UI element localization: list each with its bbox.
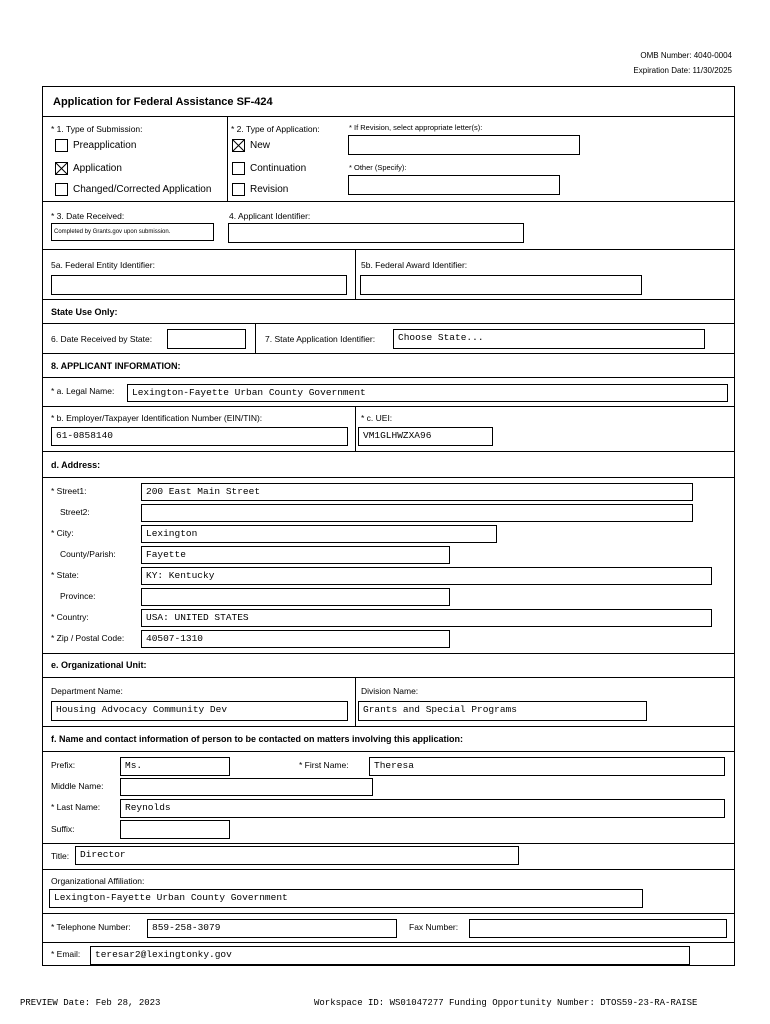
title-input[interactable]: Director bbox=[75, 846, 519, 865]
uei-label: * c. UEI: bbox=[361, 413, 393, 423]
ein-label: * b. Employer/Taxpayer Identification Number (EIN/TIN): bbox=[51, 413, 263, 423]
middle-name-label: Middle Name: bbox=[51, 781, 104, 791]
affiliation-input[interactable]: Lexington-Fayette Urban County Government bbox=[49, 889, 643, 908]
last-name-label: * Last Name: bbox=[51, 802, 101, 812]
telephone-input[interactable]: 859-258-3079 bbox=[147, 919, 397, 938]
prefix-label: Prefix: bbox=[51, 760, 76, 770]
department-label: Department Name: bbox=[51, 686, 123, 696]
federal-award-input[interactable] bbox=[360, 275, 642, 295]
omb-number: OMB Number: 4040-0004 bbox=[640, 51, 732, 60]
application-label: Application bbox=[73, 163, 122, 174]
changed-corrected-label: Changed/Corrected Application bbox=[73, 184, 212, 195]
other-specify-input[interactable] bbox=[348, 175, 560, 195]
revision-letter-label: * If Revision, select appropriate letter(s): bbox=[349, 123, 483, 132]
first-name-label: * First Name: bbox=[299, 760, 349, 770]
email-input[interactable]: teresar2@lexingtonky.gov bbox=[90, 946, 690, 965]
province-label: Province: bbox=[60, 591, 96, 601]
new-label: New bbox=[250, 140, 271, 151]
suffix-label: Suffix: bbox=[51, 824, 75, 834]
expiration-date: Expiration Date: 11/30/2025 bbox=[633, 66, 732, 75]
city-input[interactable]: Lexington bbox=[141, 525, 497, 543]
telephone-label: * Telephone Number: bbox=[51, 922, 131, 932]
application-type-label: * 2. Type of Application: bbox=[231, 124, 320, 134]
sf424-form bbox=[42, 86, 735, 966]
county-label: County/Parish: bbox=[60, 549, 116, 559]
preapplication-label: Preapplication bbox=[73, 140, 137, 151]
date-received-label: * 3. Date Received: bbox=[51, 211, 125, 221]
federal-entity-input[interactable] bbox=[51, 275, 347, 295]
legal-name-label: * a. Legal Name: bbox=[51, 386, 115, 396]
fax-input[interactable] bbox=[469, 919, 727, 938]
middle-name-input[interactable] bbox=[120, 778, 373, 796]
first-name-input[interactable]: Theresa bbox=[369, 757, 725, 776]
division-input[interactable]: Grants and Special Programs bbox=[358, 701, 647, 721]
checkmark-x-icon bbox=[56, 163, 67, 174]
state-use-heading: State Use Only: bbox=[51, 307, 118, 317]
department-input[interactable]: Housing Advocacy Community Dev bbox=[51, 701, 348, 721]
revision-label: Revision bbox=[250, 184, 289, 195]
province-input[interactable] bbox=[141, 588, 450, 606]
submission-type-label: * 1. Type of Submission: bbox=[51, 124, 143, 134]
revision-letter-input[interactable] bbox=[348, 135, 580, 155]
applicant-identifier-label: 4. Applicant Identifier: bbox=[229, 211, 311, 221]
title-label: Title: bbox=[51, 851, 70, 861]
email-label: * Email: bbox=[51, 949, 81, 959]
city-label: * City: bbox=[51, 528, 74, 538]
continuation-label: Continuation bbox=[250, 163, 307, 174]
last-name-input[interactable]: Reynolds bbox=[120, 799, 725, 818]
date-received-input[interactable]: Completed by Grants.gov upon submission. bbox=[51, 223, 214, 241]
suffix-input[interactable] bbox=[120, 820, 230, 839]
ein-input[interactable]: 61-0858140 bbox=[51, 427, 348, 446]
street2-input[interactable] bbox=[141, 504, 693, 522]
uei-input[interactable]: VM1GLHWZXA96 bbox=[358, 427, 493, 446]
preview-date: PREVIEW Date: Feb 28, 2023 bbox=[20, 998, 161, 1008]
street1-input[interactable]: 200 East Main Street bbox=[141, 483, 693, 501]
preapplication-checkbox[interactable] bbox=[55, 139, 68, 152]
county-input[interactable]: Fayette bbox=[141, 546, 450, 564]
legal-name-input[interactable]: Lexington-Fayette Urban County Government bbox=[127, 384, 728, 402]
continuation-checkbox[interactable] bbox=[232, 162, 245, 175]
zip-label: * Zip / Postal Code: bbox=[51, 633, 125, 643]
contact-heading: f. Name and contact information of person to be contacted on matters involving this application: bbox=[51, 734, 464, 744]
division-label: Division Name: bbox=[361, 686, 419, 696]
checkmark-x-icon bbox=[233, 140, 244, 151]
application-checkbox[interactable] bbox=[55, 162, 68, 175]
prefix-input[interactable]: Ms. bbox=[120, 757, 230, 776]
omb-header bbox=[633, 48, 732, 78]
state-label: * State: bbox=[51, 570, 79, 580]
country-select[interactable]: USA: UNITED STATES bbox=[141, 609, 712, 627]
state-app-id-label: 7. State Application Identifier: bbox=[265, 334, 376, 344]
affiliation-label: Organizational Affiliation: bbox=[51, 876, 145, 886]
applicant-info-heading: 8. APPLICANT INFORMATION: bbox=[51, 361, 181, 371]
state-date-label: 6. Date Received by State: bbox=[51, 334, 153, 344]
fax-label: Fax Number: bbox=[409, 922, 459, 932]
workspace-info: Workspace ID: WS01047277 Funding Opportunity Number: DTOS59-23-RA-RAISE bbox=[314, 998, 698, 1008]
changed-corrected-checkbox[interactable] bbox=[55, 183, 68, 196]
country-label: * Country: bbox=[51, 612, 89, 622]
state-date-input[interactable] bbox=[167, 329, 246, 349]
zip-input[interactable]: 40507-1310 bbox=[141, 630, 450, 648]
applicant-identifier-input[interactable] bbox=[228, 223, 524, 243]
other-specify-label: * Other (Specify): bbox=[349, 163, 407, 172]
new-checkbox[interactable] bbox=[232, 139, 245, 152]
street2-label: Street2: bbox=[60, 507, 90, 517]
form-title: Application for Federal Assistance SF-424 bbox=[53, 96, 273, 108]
state-select[interactable]: KY: Kentucky bbox=[141, 567, 712, 585]
federal-award-label: 5b. Federal Award Identifier: bbox=[361, 260, 468, 270]
address-heading: d. Address: bbox=[51, 460, 101, 470]
street1-label: * Street1: bbox=[51, 486, 87, 496]
state-app-id-select[interactable]: Choose State... bbox=[393, 329, 705, 349]
federal-entity-label: 5a. Federal Entity Identifier: bbox=[51, 260, 155, 270]
revision-checkbox[interactable] bbox=[232, 183, 245, 196]
org-unit-heading: e. Organizational Unit: bbox=[51, 660, 147, 670]
